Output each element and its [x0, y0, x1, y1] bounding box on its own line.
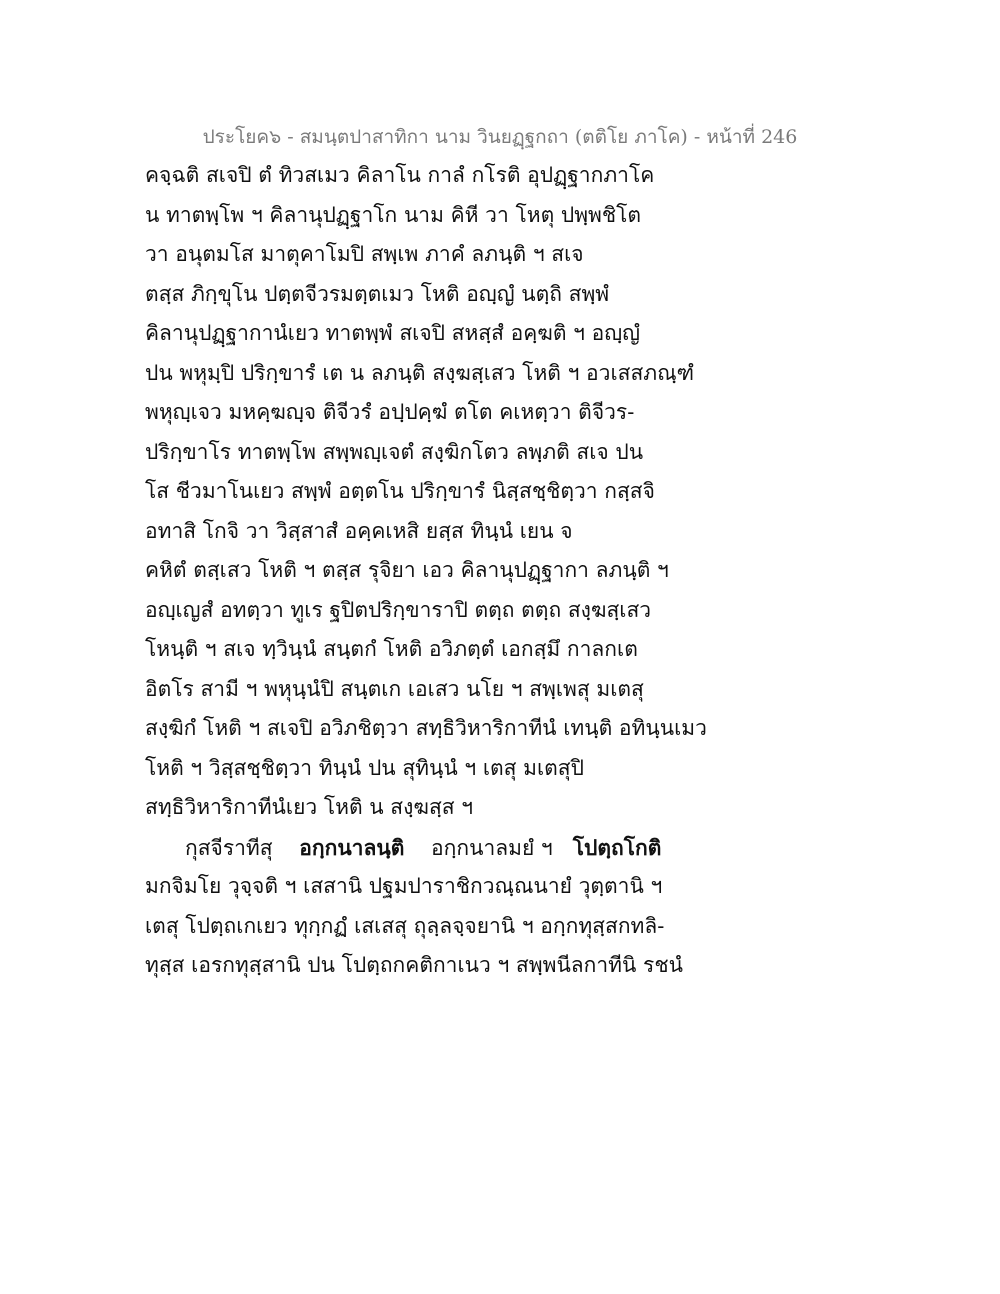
text-line: โส ชีวมาโนเยว สพฺพํ อตฺตโน ปริกฺขารํ นิสฺสชฺชิตฺวา กสฺสจิ — [145, 479, 655, 503]
text-line: น ทาตพฺโพ ฯ คิลานุปฏฺฐาโก นาม คิหี วา โหตุ ปพฺพชิโต — [145, 202, 642, 227]
body-text — [145, 156, 705, 986]
keyword-term: โปตฺถโกติ — [572, 834, 662, 860]
text-line: อิตโร สามี ฯ พหุนฺนํปิ สนฺตเก เอเสว นโย ฯ สพฺเพสุ มเตสุ — [145, 676, 644, 701]
text-line: ทุสฺส เอรกทุสฺสานิ ปน โปตฺถกคติกาเนว ฯ สพฺพนีลกาทีนิ รชนํ — [145, 953, 683, 977]
text-line: โหนฺติ ฯ สเจ ทฺวินฺนํ สนฺตกํ โหติ อวิภตฺตํ เอกสฺมึ กาลกเต — [145, 637, 638, 661]
text-line: อญฺเญสํ อทตฺวา ทูเร ฐปิตปริกฺขาราปิ ตตฺถ ตตฺถ สงฺฆสฺเสว — [145, 597, 652, 622]
text-line: โหติ ฯ วิสฺสชฺชิตฺวา ทินฺนํ ปน สุทินฺนํ ฯ เตสุ มเตสุปิ — [145, 755, 584, 780]
text-line: ปน พหุมฺปิ ปริกฺขารํ เต น ลภนฺติ สงฺฆสฺเสว โหติ ฯ อวเสสภณฺฑํ — [145, 360, 695, 385]
text-line: พหุญฺเจว มหคฺฆญฺจ ติจีวรํ อปฺปคฺฆํ ตโต คเหตฺวา ติจีวร- — [145, 400, 635, 424]
text-line: คหิตํ ตสฺเสว โหติ ฯ ตสฺส รุจิยา เอว คิลานุปฏฺฐากา ลภนฺติ ฯ — [145, 558, 669, 582]
text-line: เตสุ โปตฺถเกเยว ทุกฺกฏํ เสเสสุ ถุลฺลจฺจยานิ ฯ อกฺกทุสฺสกทลิ- — [145, 913, 665, 938]
text-line: วา อนุตมโส มาตุคาโมปิ สพฺเพ ภาคํ ลภนฺติ ฯ สเจ — [145, 242, 584, 266]
keyword-term: อกฺกนาลนฺติ — [299, 834, 405, 860]
text-line: มกจิมโย วุจฺจติ ฯ เสสานิ ปฐมปาราชิกวณฺณนายํ วุตฺตานิ ฯ — [145, 874, 663, 898]
text-line: สงฺฆิกํ โหติ ฯ สเจปิ อวิภชิตฺวา สทฺธิวิหาริกาทีนํ เทนฺติ อทินฺนเมว — [145, 716, 707, 740]
paragraph-start-line — [145, 828, 705, 868]
text-line: คจฺฉติ สเจปิ ตํ ทิวสเมว คิลาโน กาลํ กโรติ อุปฏฺฐากภาโค — [145, 163, 655, 187]
page-header: ประโยค๖ - สมนฺตปาสาทิกา นาม วินยฏฺฐกถา (ตติโย ภาโค) - หน้าที่ 246 — [202, 126, 798, 148]
text-span: กุสจีราทีสุ — [185, 835, 273, 860]
text-line: อทาสิ โกจิ วา วิสฺสาสํ อคฺคเหสิ ยสฺส ทินฺนํ เยน จ — [145, 518, 573, 543]
text-line: สทฺธิวิหาริกาทีนํเยว โหติ น สงฺฆสฺส ฯ — [145, 795, 474, 819]
text-line: ตสฺส ภิกฺขุโน ปตฺตจีวรมตฺตเมว โหติ อญฺญํ นตฺถิ สพฺพํ — [145, 281, 610, 306]
text-span: อกฺกนาลมยํ ฯ — [431, 835, 553, 860]
text-line: ปริกฺขาโร ทาตพฺโพ สพฺพญฺเจตํ สงฺฆิกโตว ลพฺภติ สเจ ปน — [145, 439, 644, 464]
text-line: คิลานุปฏฺฐากานํเยว ทาตพฺพํ สเจปิ สหสฺสํ อคฺฆติ ฯ อญฺญํ — [145, 321, 641, 345]
